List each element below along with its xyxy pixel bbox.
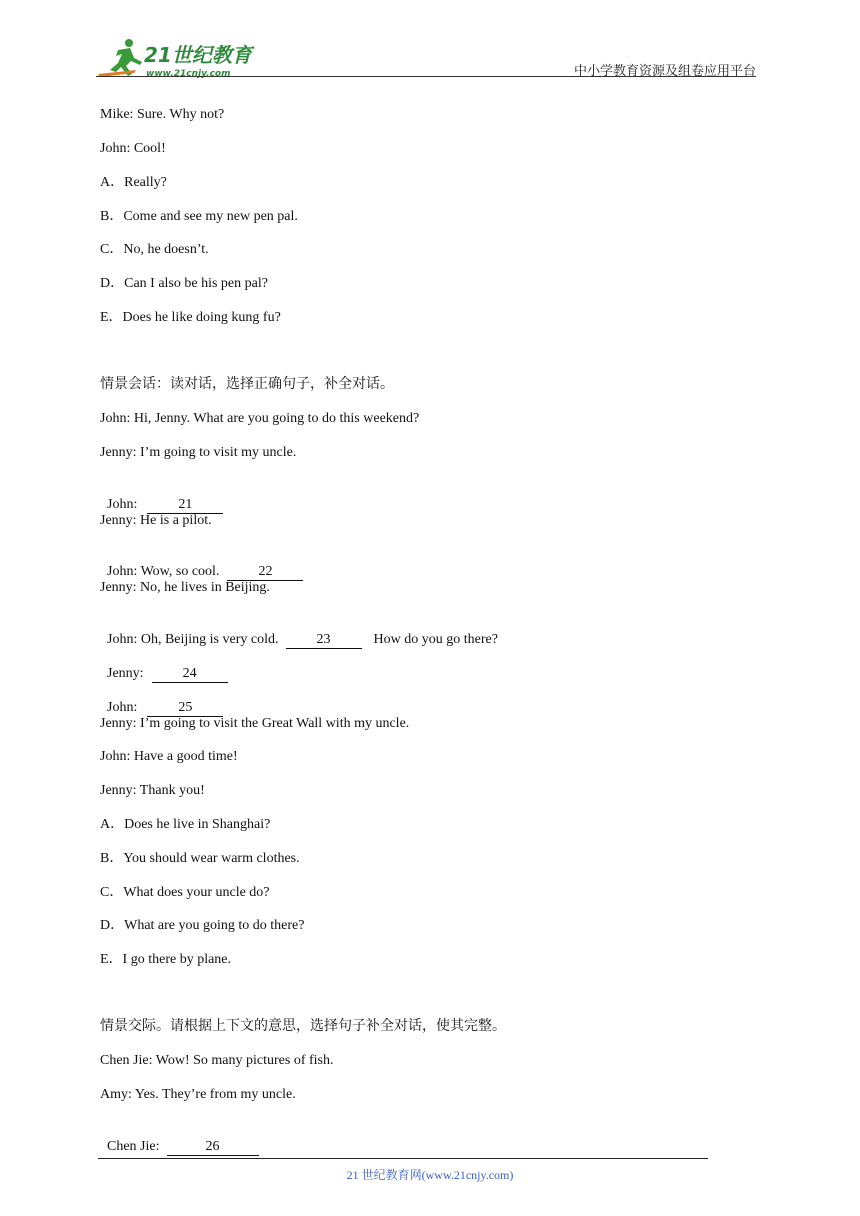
dialogue-line: Chen Jie: Wow! So many pictures of fish. <box>100 1053 334 1068</box>
header-platform-label: 中小学教育资源及组卷应用平台 <box>573 63 756 78</box>
dialogue-line <box>100 478 223 514</box>
dialogue-line: John: Cool! <box>100 141 166 156</box>
dialogue-line <box>100 1120 259 1156</box>
dialogue-line: Amy: Yes. They’re from my uncle. <box>100 1087 296 1102</box>
option-d: D．What are you going to do there? <box>100 918 305 933</box>
dialogue-line <box>100 681 223 717</box>
dialogue-line: Jenny: No, he lives in Beijing. <box>100 580 270 595</box>
option-e: E．I go there by plane. <box>100 952 232 967</box>
blank-25[interactable]: 25 <box>147 700 223 717</box>
blank-23[interactable]: 23 <box>286 632 362 649</box>
option-b: B．Come and see my new pen pal. <box>100 209 298 224</box>
blank-24[interactable]: 24 <box>152 666 228 683</box>
dialogue-line: Jenny: I’m going to visit the Great Wall with my uncle. <box>100 716 410 731</box>
section-instruction: 情景会话：读对话，选择正确句子，补全对话。 <box>100 377 394 392</box>
dialogue-line <box>100 647 228 683</box>
option-c: C．No, he doesn’t. <box>100 242 209 257</box>
option-e: E．Does he like doing kung fu? <box>100 310 281 325</box>
dialogue-line: Jenny: Thank you! <box>100 783 205 798</box>
option-c: C．What does your uncle do? <box>100 885 270 900</box>
dialogue-line <box>100 613 498 649</box>
option-a: A．Really? <box>100 175 167 190</box>
dialogue-line: John: Hi, Jenny. What are you going to do this weekend? <box>100 411 420 426</box>
footer-link[interactable]: 21 世纪教育网(www.21cnjy.com) <box>346 1168 514 1182</box>
footer-divider <box>98 1158 708 1159</box>
dialogue-line <box>100 545 303 581</box>
dialogue-line: Jenny: He is a pilot. <box>100 513 212 528</box>
option-d: D．Can I also be his pen pal? <box>100 276 268 291</box>
speaker-text: John: <box>107 700 138 715</box>
21cnjy-logo <box>96 36 296 80</box>
dialogue-line: Mike: Sure. Why not? <box>100 107 225 122</box>
blank-21[interactable]: 21 <box>147 497 223 514</box>
speaker-text: John: <box>107 497 138 512</box>
logo-url: www.21cnjy.com <box>146 69 231 79</box>
section-instruction: 情景交际。请根据上下文的意思，选择句子补全对话，使其完整。 <box>100 1019 506 1034</box>
speaker-text: Jenny: <box>107 666 144 681</box>
speaker-text: John: Oh, Beijing is very cold. <box>107 632 279 647</box>
option-a: A．Does he live in Shanghai? <box>100 817 271 832</box>
header-divider <box>96 76 756 77</box>
dialogue-suffix: How do you go there? <box>373 632 498 647</box>
logo-text: 21世纪教育 <box>144 43 252 67</box>
blank-22[interactable]: 22 <box>227 564 303 581</box>
dialogue-line: Jenny: I’m going to visit my uncle. <box>100 445 297 460</box>
speaker-text: Chen Jie: <box>107 1139 160 1154</box>
blank-26[interactable]: 26 <box>167 1139 259 1156</box>
option-b: B．You should wear warm clothes. <box>100 851 300 866</box>
dialogue-line: John: Have a good time! <box>100 749 238 764</box>
page-header <box>96 30 756 78</box>
speaker-text: John: Wow, so cool. <box>107 564 220 579</box>
